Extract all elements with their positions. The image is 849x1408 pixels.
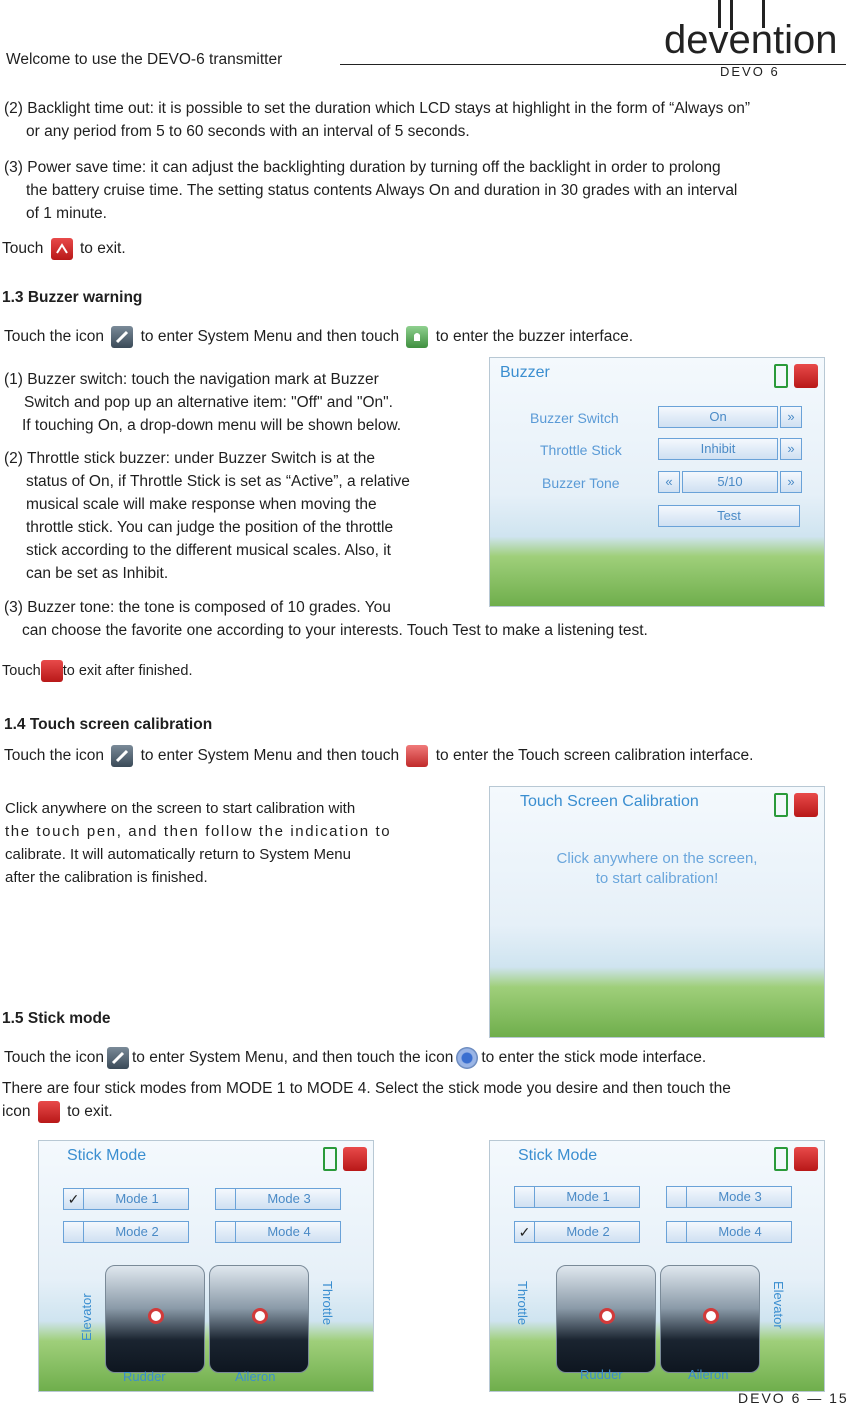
throttle-stick-label: Throttle Stick — [540, 442, 622, 458]
buzzer-tone-label: Buzzer Tone — [542, 475, 620, 491]
touch-calibration-icon[interactable] — [406, 745, 428, 767]
mode-1-label: Mode 1 — [115, 1191, 159, 1206]
buzzer-desc-3: If touching On, a drop-down menu will be shown below. — [22, 417, 402, 434]
stick-intro-b: to enter System Menu, and then touch the icon — [131, 1049, 454, 1067]
touch-text: Touch — [2, 240, 44, 258]
stick-desc-2a: icon — [2, 1103, 31, 1121]
stick-mode-icon[interactable] — [456, 1047, 478, 1069]
mode-3-label: Mode 3 — [718, 1189, 762, 1204]
stick-mode-screen-1 — [38, 1140, 374, 1392]
buzzer-desc-11: can choose the favorite one according to your interests. Touch Test to make a listening test. — [22, 622, 648, 639]
system-menu-icon[interactable] — [107, 1047, 129, 1069]
left-stick-position — [599, 1308, 615, 1324]
backlight-item2-line2: or any period from 5 to 60 seconds with an interval of 5 seconds. — [26, 123, 470, 140]
stick-heading: 1.5 Stick mode — [2, 1010, 111, 1027]
battery-icon — [774, 1147, 788, 1171]
backlight-item2-line1: (2) Backlight time out: it is possible to set the duration which LCD stays at highlight in the form of “Always on” — [4, 100, 751, 117]
calibration-intro-c: to enter the Touch screen calibration interface. — [435, 747, 754, 765]
exit-icon[interactable] — [343, 1147, 367, 1171]
mode-4-label: Mode 4 — [718, 1224, 762, 1239]
buzzer-desc-7: throttle stick. You can judge the position of the throttle — [26, 519, 394, 536]
backlight-item3-line3: of 1 minute. — [26, 205, 107, 222]
buzzer-tone-next-button[interactable]: » — [780, 471, 802, 493]
throttle-stick-next-button[interactable]: » — [780, 438, 802, 460]
buzzer-intro-c: to enter the buzzer interface. — [435, 328, 634, 346]
calibration-desc-1: Click anywhere on the screen to start calibration with — [5, 800, 356, 817]
mode-1-button[interactable] — [514, 1186, 640, 1208]
buzzer-tone-prev-button[interactable]: « — [658, 471, 680, 493]
bottom-left-axis-label: Rudder — [580, 1367, 623, 1382]
bottom-right-axis-label: Aileron — [235, 1369, 276, 1384]
mode-2-label: Mode 2 — [566, 1224, 610, 1239]
mode-3-button[interactable] — [215, 1188, 341, 1210]
battery-icon — [774, 364, 788, 388]
stick-mode-screen-2 — [489, 1140, 825, 1392]
throttle-stick-value[interactable]: Inhibit — [658, 438, 778, 460]
exit-icon[interactable] — [41, 660, 63, 682]
left-axis-label: Elevator — [79, 1293, 94, 1341]
buzzer-desc-10: (3) Buzzer tone: the tone is composed of 10 grades. You — [4, 599, 391, 616]
mode-3-label: Mode 3 — [267, 1191, 311, 1206]
buzzer-switch-value[interactable]: On — [658, 406, 778, 428]
buzzer-desc-8: stick according to the different musical scales. Also, it — [26, 542, 391, 559]
logo-wordmark: devention — [664, 18, 838, 62]
buzzer-screen-title: Buzzer — [500, 364, 550, 381]
stick-screen-title: Stick Mode — [518, 1147, 598, 1164]
calibration-intro-a: Touch the icon — [4, 747, 104, 765]
calibration-intro-b: to enter System Menu and then touch — [140, 747, 400, 765]
right-stick-position — [703, 1308, 719, 1324]
stick-desc-2 — [2, 1101, 113, 1124]
stick-intro-a: Touch the icon — [4, 1049, 104, 1067]
calibration-desc-2: the touch pen, and then follow the indication to — [5, 823, 392, 840]
mode-4-label: Mode 4 — [267, 1224, 311, 1239]
right-axis-label: Elevator — [771, 1281, 786, 1329]
calibration-desc-4: after the calibration is finished. — [5, 869, 208, 886]
buzzer-exit-a: Touch — [2, 663, 41, 679]
stick-intro-c: to enter the stick mode interface. — [481, 1049, 707, 1067]
left-stick-position — [148, 1308, 164, 1324]
bottom-left-axis-label: Rudder — [123, 1369, 166, 1384]
left-stick-gimbal — [556, 1265, 656, 1373]
exit-icon[interactable] — [794, 1147, 818, 1171]
calibration-desc-3: calibrate. It will automatically return to System Menu — [5, 846, 351, 863]
mode-1-label: Mode 1 — [566, 1189, 610, 1204]
buzzer-exit-line — [2, 660, 192, 683]
system-menu-icon[interactable] — [111, 326, 133, 348]
battery-icon — [774, 793, 788, 817]
buzzer-intro — [4, 326, 633, 349]
stick-screen-title: Stick Mode — [67, 1147, 147, 1164]
calibration-heading: 1.4 Touch screen calibration — [4, 716, 213, 733]
stick-desc-1: There are four stick modes from MODE 1 to MODE 4. Select the stick mode you desire and then touch the — [2, 1080, 731, 1097]
buzzer-heading: 1.3 Buzzer warning — [2, 289, 143, 306]
mode-3-button[interactable] — [666, 1186, 792, 1208]
mode-2-label: Mode 2 — [115, 1224, 159, 1239]
system-menu-icon[interactable] — [111, 745, 133, 767]
buzzer-exit-b: to exit after finished. — [62, 663, 193, 679]
right-stick-position — [252, 1308, 268, 1324]
calibration-message-2: to start calibration! — [595, 870, 719, 887]
exit-icon[interactable] — [794, 364, 818, 388]
exit-icon[interactable] — [51, 238, 73, 260]
stick-intro — [4, 1047, 706, 1070]
buzzer-desc-9: can be set as Inhibit. — [26, 565, 169, 582]
mode-1-button[interactable] — [63, 1188, 189, 1210]
buzzer-intro-a: Touch the icon — [4, 328, 104, 346]
stick-desc-2b: to exit. — [67, 1103, 113, 1121]
exit-icon[interactable] — [38, 1101, 60, 1123]
buzzer-switch-next-button[interactable]: » — [780, 406, 802, 428]
to-exit-text: to exit. — [80, 240, 126, 258]
left-axis-label: Throttle — [515, 1281, 530, 1326]
buzzer-intro-b: to enter System Menu and then touch — [140, 328, 400, 346]
buzzer-desc-2: Switch and pop up an alternative item: "Off" and "On". — [24, 394, 393, 411]
calibration-message-1: Click anywhere on the screen, — [556, 850, 758, 867]
exit-icon[interactable] — [794, 793, 818, 817]
devention-logo — [664, 0, 848, 88]
calibration-screen-title: Touch Screen Calibration — [520, 793, 699, 810]
backlight-item3-line1: (3) Power save time: it can adjust the backlighting duration by turning off the backlight in order to prolong — [4, 159, 721, 176]
mode-2-button[interactable] — [514, 1221, 640, 1243]
mode-4-button[interactable] — [666, 1221, 792, 1243]
right-axis-label: Throttle — [320, 1281, 335, 1326]
buzzer-desc-6: musical scale will make response when moving the — [26, 496, 377, 513]
battery-icon — [323, 1147, 337, 1171]
buzzer-tone-value: 5/10 — [682, 471, 778, 493]
right-stick-gimbal — [209, 1265, 309, 1373]
buzzer-test-button[interactable]: Test — [658, 505, 800, 527]
buzzer-desc-5: status of On, if Throttle Stick is set as “Active”, a relative — [26, 473, 410, 490]
buzzer-icon[interactable] — [406, 326, 428, 348]
buzzer-screen — [489, 357, 825, 607]
header-welcome: Welcome to use the DEVO-6 transmitter — [6, 51, 283, 68]
mode-1-check: ✓ — [64, 1189, 84, 1209]
buzzer-desc-4: (2) Throttle stick buzzer: under Buzzer Switch is at the — [4, 450, 376, 467]
calibration-intro — [4, 745, 753, 768]
left-stick-gimbal — [105, 1265, 205, 1373]
page-footer: DEVO 6 — 15 — [738, 1390, 849, 1406]
bottom-right-axis-label: Aileron — [688, 1367, 729, 1382]
right-stick-gimbal — [660, 1265, 760, 1373]
buzzer-desc-1: (1) Buzzer switch: touch the navigation mark at Buzzer — [4, 371, 379, 388]
mode-2-button[interactable] — [63, 1221, 189, 1243]
logo-model: DEVO 6 — [720, 64, 780, 79]
mode-4-button[interactable] — [215, 1221, 341, 1243]
mode-2-check: ✓ — [515, 1222, 535, 1242]
calibration-screen[interactable] — [489, 786, 825, 1038]
buzzer-switch-label: Buzzer Switch — [530, 410, 619, 426]
backlight-exit-line — [2, 238, 126, 261]
backlight-item3-line2: the battery cruise time. The setting status contents Always On and duration in 30 grades with an interval — [26, 182, 738, 199]
